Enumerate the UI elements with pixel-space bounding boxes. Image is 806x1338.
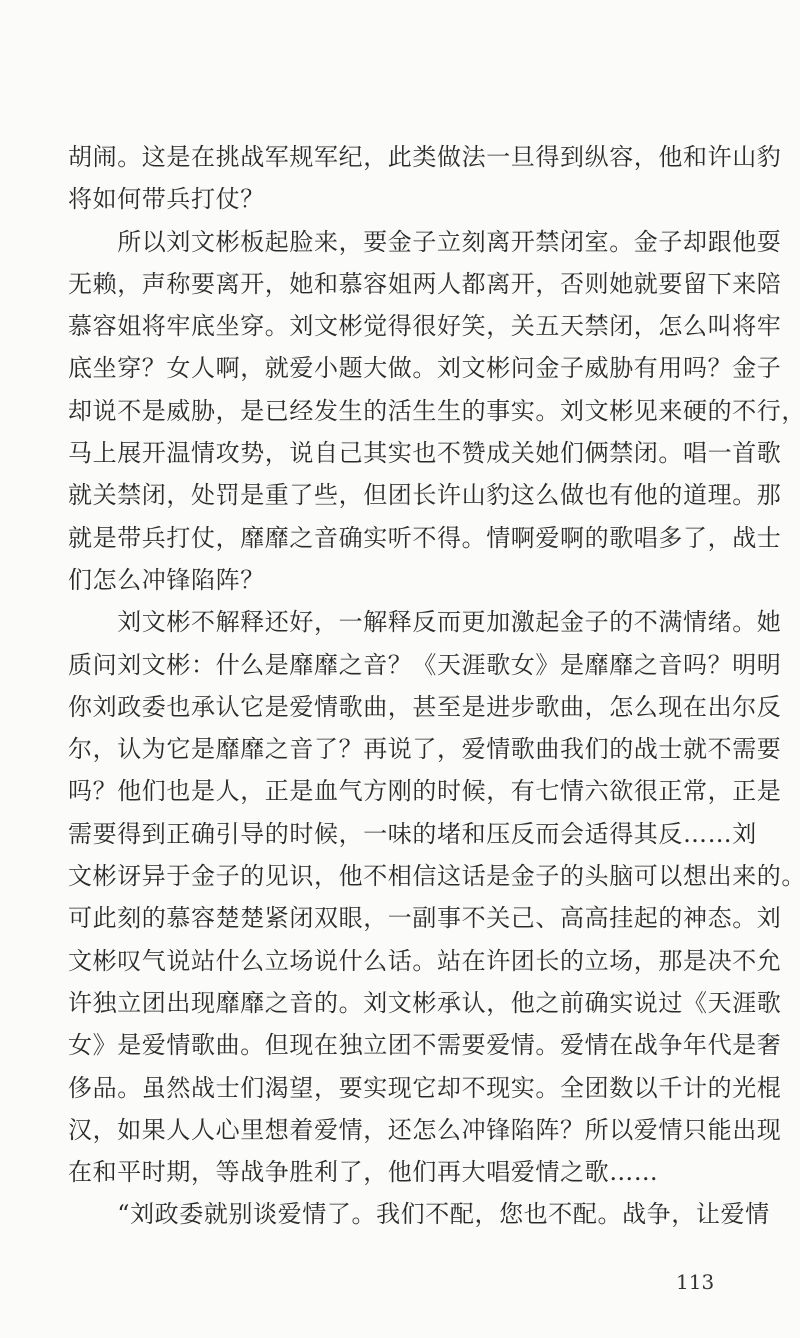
text-line: 们怎么冲锋陷阵？ bbox=[68, 565, 265, 594]
text-line: 女》是爱情歌曲。但现在独立团不需要爱情。爱情在战争年代是奢 bbox=[68, 1031, 782, 1060]
text-line: 却说不是威胁，是已经发生的活生生的事实。刘文彬见来硬的不行， bbox=[68, 396, 806, 425]
text-line: 吗？他们也是人，正是血气方刚的时候，有七情六欲很正常，正是 bbox=[68, 777, 782, 806]
text-line: 就是带兵打仗，靡靡之音确实听不得。情啊爱啊的歌唱多了，战士 bbox=[68, 523, 782, 552]
text-line: 许独立团出现靡靡之音的。刘文彬承认，他之前确实说过《天涯歌 bbox=[68, 988, 782, 1017]
text-line: 底坐穿？女人啊，就爱小题大做。刘文彬问金子威胁有用吗？金子 bbox=[68, 354, 782, 383]
text-line: 文彬叹气说站什么立场说什么话。站在许团长的立场，那是决不允 bbox=[68, 946, 782, 975]
text-line: 胡闹。这是在挑战军规军纪，此类做法一旦得到纵容，他和许山豹 bbox=[68, 143, 782, 171]
text-line: 文彬讶异于金子的见识，他不相信这话是金子的头脑可以想出来的。 bbox=[68, 862, 806, 891]
text-line: 汉，如果人人心里想着爱情，还怎么冲锋陷阵？所以爱情只能出现 bbox=[68, 1115, 782, 1144]
text-line: 侈品。虽然战士们渴望，要实现它却不现实。全团数以千计的光棍 bbox=[68, 1073, 782, 1102]
text-line: 尔，认为它是靡靡之音了？再说了，爱情歌曲我们的战士就不需要 bbox=[68, 735, 782, 764]
text-line: 可此刻的慕容楚楚紧闭双眼，一副事不关己、高高挂起的神态。刘 bbox=[68, 904, 782, 933]
text-line: 在和平时期，等战争胜利了，他们再大唱爱情之歌…… bbox=[68, 1158, 659, 1187]
text-line: 需要得到正确引导的时候，一味的堵和压反而会适得其反……刘 bbox=[68, 819, 757, 848]
text-line: 所以刘文彬板起脸来，要金子立刻离开禁闭室。金子却跟他耍 bbox=[68, 227, 782, 256]
text-line: 将如何带兵打仗？ bbox=[68, 185, 265, 214]
text-line: 无赖，声称要离开，她和慕容姐两人都离开，否则她就要留下来陪 bbox=[68, 269, 782, 298]
body-text bbox=[68, 136, 806, 1236]
text-line: 就关禁闭，处罚是重了些，但团长许山豹这么做也有他的道理。那 bbox=[68, 481, 782, 510]
text-line: “刘政委就别谈爱情了。我们不配，您也不配。战争，让爱情 bbox=[68, 1200, 770, 1229]
text-line: 刘文彬不解释还好，一解释反而更加激起金子的不满情绪。她 bbox=[68, 608, 782, 637]
text-line: 马上展开温情攻势，说自己其实也不赞成关她们俩禁闭。唱一首歌 bbox=[68, 439, 782, 468]
text-line: 质问刘文彬：什么是靡靡之音？《天涯歌女》是靡靡之音吗？明明 bbox=[68, 650, 782, 679]
page-number: 113 bbox=[676, 1270, 715, 1294]
text-line: 慕容姐将牢底坐穿。刘文彬觉得很好笑，关五天禁闭，怎么叫将牢 bbox=[68, 312, 782, 341]
text-line: 你刘政委也承认它是爱情歌曲，甚至是进步歌曲，怎么现在出尔反 bbox=[68, 692, 782, 721]
